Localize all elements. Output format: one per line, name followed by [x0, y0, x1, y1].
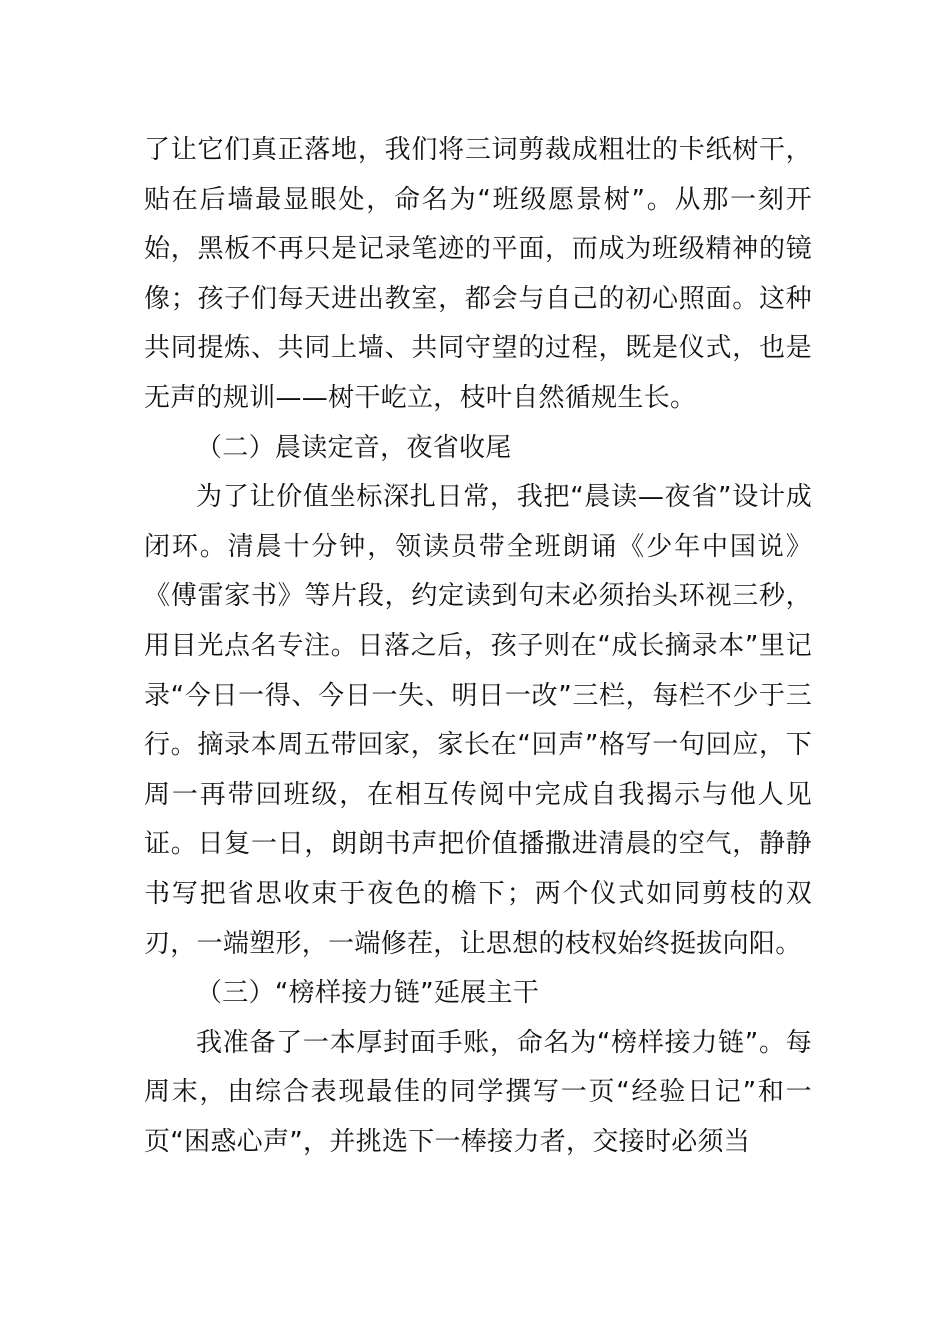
- paragraph-continued: 了让它们真正落地，我们将三词剪裁成粗壮的卡纸树干，贴在后墙最显眼处，命名为“班级愿景树”。从那一刻开始，黑板不再只是记录笔迹的平面，而成为班级精神的镜像；孩子们每天进出教室，都会与自己的初心照面。这种共同提炼、共同上墙、共同守望的过程，既是仪式，也是无声的规训——树干屹立，枝叶自然循规生长。: [144, 135, 812, 413]
- paragraph-morning-evening: 为了让价值坐标深扎日常，我把“晨读—夜省”设计成闭环。清晨十分钟，领读员带全班朗诵《少年中国说》《傅雷家书》等片段，约定读到句末必须抬头环视三秒，用目光点名专注。日落之后，孩子则在“成长摘录本”里记录“今日一得、今日一失、明日一改”三栏，每栏不少于三行。摘录本周五带回家，家长在“回声”格写一句回应，下周一再带回班级，在相互传阅中完成自我揭示与他人见证。日复一日，朗朗书声把价值播撒进清晨的空气，静静书写把省思收束于夜色的檐下；两个仪式如同剪枝的双刃，一端塑形，一端修茬，让思想的枝杈始终挺拔向阳。: [144, 482, 812, 959]
- paragraph-role-model-chain: 我准备了一本厚封面手账，命名为“榜样接力链”。每周末，由综合表现最佳的同学撰写一页“经验日记”和一页“困惑心声”，并挑选下一棒接力者，交接时必须当: [144, 1027, 812, 1157]
- section-heading-2: （二）晨读定音，夜省收尾: [196, 432, 512, 463]
- section-heading-3: （三）“榜样接力链”延展主干: [196, 978, 540, 1009]
- document-body: [144, 126, 812, 1167]
